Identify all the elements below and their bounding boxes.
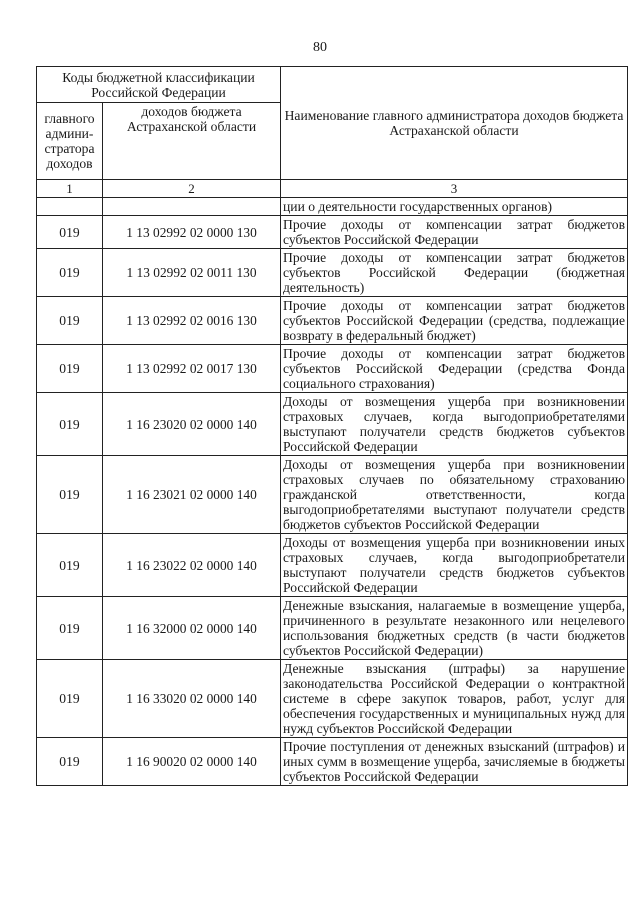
table-row: [37, 393, 628, 456]
budget-code-cell: 1 13 02992 02 0011 130: [103, 249, 281, 297]
header-row-1: [37, 67, 628, 103]
table-row: [37, 345, 628, 393]
continuation-code-cell: [103, 198, 281, 216]
budget-code-cell: 1 16 23022 02 0000 140: [103, 534, 281, 597]
income-name-cell: Прочие доходы от компенсации затрат бюджетов субъектов Российской Федерации (средства Фонда социального страхования): [281, 345, 628, 393]
income-name-cell: Доходы от возмещения ущерба при возникновении иных страховых случаев, когда выгодоприобретатели выступают получатели средств бюджетов субъектов Российской Федерации: [281, 534, 628, 597]
budget-code-cell: 1 16 33020 02 0000 140: [103, 660, 281, 738]
income-name-cell: Прочие доходы от компенсации затрат бюджетов субъектов Российской Федерации (бюджетная деятельность): [281, 249, 628, 297]
admin-code-cell: 019: [37, 597, 103, 660]
admin-code-cell: 019: [37, 249, 103, 297]
budget-code-cell: 1 13 02992 02 0017 130: [103, 345, 281, 393]
admin-code-cell: 019: [37, 738, 103, 786]
admin-column-header: главного админи-стратора доходов: [37, 103, 103, 180]
admin-code-cell: 019: [37, 297, 103, 345]
codes-group-header: Коды бюджетной классификации Российской Федерации: [37, 67, 281, 103]
budget-code-cell: 1 13 02992 02 0016 130: [103, 297, 281, 345]
column-number-2: 2: [103, 180, 281, 198]
budget-code-cell: 1 13 02992 02 0000 130: [103, 216, 281, 249]
table-row: [37, 534, 628, 597]
table-row: [37, 738, 628, 786]
income-name-cell: Доходы от возмещения ущерба при возникновении страховых случаев, когда выгодоприобретателями выступают получатели средств бюджетов субъектов Российской Федерации: [281, 393, 628, 456]
column-number-3: 3: [281, 180, 628, 198]
code-column-header: доходов бюджета Астраханской области: [103, 103, 281, 180]
page-number: 80: [313, 40, 327, 55]
budget-code-cell: 1 16 23020 02 0000 140: [103, 393, 281, 456]
admin-code-cell: 019: [37, 456, 103, 534]
name-column-header: Наименование главного администратора доходов бюджета Астраханской области: [281, 67, 628, 180]
income-name-cell: Прочие доходы от компенсации затрат бюджетов субъектов Российской Федерации (средства, подлежащие возврату в федеральный бюджет): [281, 297, 628, 345]
budget-code-cell: 1 16 90020 02 0000 140: [103, 738, 281, 786]
continuation-text: ции о деятельности государственных органов): [281, 198, 628, 216]
table-row: [37, 216, 628, 249]
income-name-cell: Денежные взыскания, налагаемые в возмещение ущерба, причиненного в результате незаконного или нецелевого использования бюджетных средств (в части бюджетов субъектов Российской Федерации): [281, 597, 628, 660]
column-number-1: 1: [37, 180, 103, 198]
income-name-cell: Денежные взыскания (штрафы) за нарушение законодательства Российской Федерации о контрактной системе в сфере закупок товаров, работ, услуг для обеспечения государственных и муниципальных нужд для нужд субъектов Российской Федерации: [281, 660, 628, 738]
table-row: [37, 456, 628, 534]
budget-code-cell: 1 16 23021 02 0000 140: [103, 456, 281, 534]
table-row: [37, 597, 628, 660]
continuation-row: [37, 198, 628, 216]
admin-code-cell: 019: [37, 216, 103, 249]
budget-classification-table: [36, 66, 628, 786]
table-row: [37, 249, 628, 297]
table-row: [37, 660, 628, 738]
income-name-cell: Доходы от возмещения ущерба при возникновении страховых случаев по обязательному страхованию гражданской ответственности, когда выгодоприобретателями выступают получатели средств бюджетов субъектов Российской Федерации: [281, 456, 628, 534]
continuation-admin-cell: [37, 198, 103, 216]
income-name-cell: Прочие поступления от денежных взысканий (штрафов) и иных сумм в возмещение ущерба, зачисляемые в бюджеты субъектов Российской Федерации: [281, 738, 628, 786]
admin-code-cell: 019: [37, 534, 103, 597]
column-numbers-row: [37, 180, 628, 198]
income-name-cell: Прочие доходы от компенсации затрат бюджетов субъектов Российской Федерации: [281, 216, 628, 249]
budget-code-cell: 1 16 32000 02 0000 140: [103, 597, 281, 660]
admin-code-cell: 019: [37, 345, 103, 393]
admin-code-cell: 019: [37, 393, 103, 456]
table-row: [37, 297, 628, 345]
admin-code-cell: 019: [37, 660, 103, 738]
